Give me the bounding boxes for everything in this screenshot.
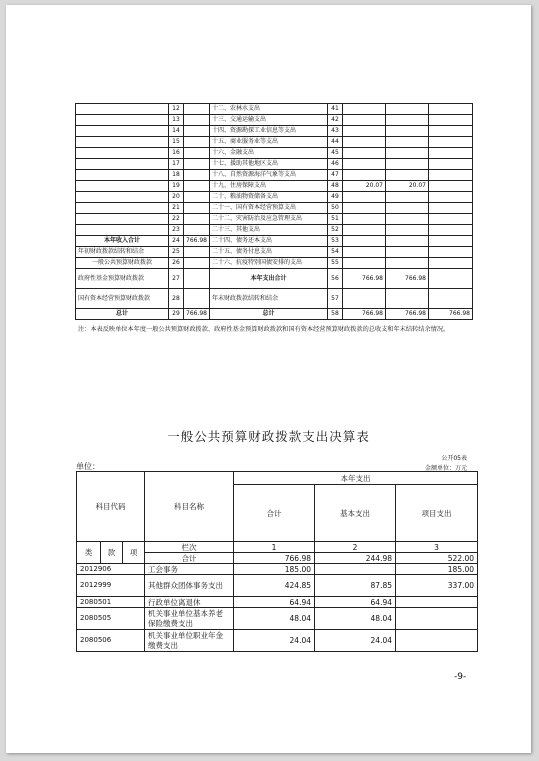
header-lei: 类 xyxy=(77,542,101,564)
expense-item: 十二、农林水支出 xyxy=(210,104,328,115)
amount-project: 337.00 xyxy=(396,575,478,597)
expense-general xyxy=(386,104,429,115)
subject-name: 工会事务 xyxy=(145,564,234,575)
expense-total xyxy=(343,192,386,203)
table-row xyxy=(76,258,473,269)
expense-total xyxy=(343,236,386,247)
line-number: 18 xyxy=(169,170,184,181)
line-number: 16 xyxy=(169,148,184,159)
expense-other: 766.98 xyxy=(429,309,473,320)
unit-label: 单位： xyxy=(76,462,100,471)
income-item xyxy=(76,159,169,170)
total-project: 522.00 xyxy=(396,553,478,564)
table-row xyxy=(76,203,473,214)
expense-item: 本年支出合计 xyxy=(210,269,328,289)
table-row xyxy=(76,289,473,309)
line-number: 57 xyxy=(328,289,343,309)
expense-item: 十九、住房保障支出 xyxy=(210,181,328,192)
income-amount xyxy=(184,289,210,309)
expense-general xyxy=(386,214,429,225)
expense-item: 十八、自然资源海洋气象等支出 xyxy=(210,170,328,181)
income-amount xyxy=(184,148,210,159)
table-note: 注：本表反映单位本年度一般公共预算财政拨款、政府性基金预算财政拨款和国有资本经营预算财政拨款的总收支和年末结转结余情况。 xyxy=(78,326,450,333)
income-amount xyxy=(184,104,210,115)
income-item xyxy=(76,115,169,126)
expense-other xyxy=(429,289,473,309)
expense-total xyxy=(343,126,386,137)
table-row xyxy=(76,309,473,320)
expense-other xyxy=(429,148,473,159)
line-number: 50 xyxy=(328,203,343,214)
expense-item: 十五、商业服务业等支出 xyxy=(210,137,328,148)
line-number: 27 xyxy=(169,269,184,289)
income-amount xyxy=(184,126,210,137)
line-number: 13 xyxy=(169,115,184,126)
expense-other xyxy=(429,159,473,170)
expense-other xyxy=(429,214,473,225)
table-row xyxy=(76,247,473,258)
table-row xyxy=(76,181,473,192)
income-item: 国有资本经营预算财政拨款 xyxy=(76,289,169,309)
expense-general: 766.98 xyxy=(386,309,429,320)
income-item: 本年收入合计 xyxy=(76,236,169,247)
table-row xyxy=(77,597,478,608)
income-amount xyxy=(184,214,210,225)
amount-basic xyxy=(315,564,396,575)
line-number: 43 xyxy=(328,126,343,137)
income-item xyxy=(76,126,169,137)
expense-item: 十六、金融支出 xyxy=(210,148,328,159)
expense-item: 年末财政拨款结转和结余 xyxy=(210,289,328,309)
header-kuan: 款 xyxy=(101,542,123,564)
header-xiang: 项 xyxy=(123,542,145,564)
expense-other xyxy=(429,181,473,192)
income-amount xyxy=(184,159,210,170)
expense-total xyxy=(343,148,386,159)
line-number: 47 xyxy=(328,170,343,181)
expense-other xyxy=(429,258,473,269)
income-item xyxy=(76,170,169,181)
line-number: 45 xyxy=(328,148,343,159)
line-number: 15 xyxy=(169,137,184,148)
expense-total xyxy=(343,170,386,181)
income-item: 年初财政拨款结转和结余 xyxy=(76,247,169,258)
amount-project xyxy=(396,597,478,608)
income-item: 一般公共预算财政拨款 xyxy=(76,258,169,269)
header-basic: 基本支出 xyxy=(315,485,396,542)
amount-basic: 87.85 xyxy=(315,575,396,597)
expense-other xyxy=(429,137,473,148)
table-row xyxy=(77,575,478,597)
header-code: 科目代码 xyxy=(77,472,145,542)
summary-table xyxy=(75,103,473,320)
income-item xyxy=(76,181,169,192)
income-amount xyxy=(184,115,210,126)
expense-other xyxy=(429,225,473,236)
line-number: 22 xyxy=(169,214,184,225)
income-amount xyxy=(184,192,210,203)
line-number: 48 xyxy=(328,181,343,192)
expenditure-table xyxy=(76,471,478,652)
table-row xyxy=(76,269,473,289)
subject-code: 2080501 xyxy=(77,597,145,608)
line-number: 19 xyxy=(169,181,184,192)
line-number: 46 xyxy=(328,159,343,170)
expense-total xyxy=(343,137,386,148)
document-page xyxy=(6,5,531,753)
expense-general xyxy=(386,247,429,258)
income-amount xyxy=(184,137,210,148)
expense-item: 二十六、抗疫特别国债安排的支出 xyxy=(210,258,328,269)
line-number: 17 xyxy=(169,159,184,170)
table-row xyxy=(76,137,473,148)
expense-total: 766.98 xyxy=(343,269,386,289)
expense-item: 二十、粮油物资储备支出 xyxy=(210,192,328,203)
expense-total xyxy=(343,247,386,258)
amount-project: 185.00 xyxy=(396,564,478,575)
amount-project xyxy=(396,630,478,652)
line-number: 25 xyxy=(169,247,184,258)
income-amount xyxy=(184,258,210,269)
amount-sum: 64.94 xyxy=(234,597,315,608)
expense-total xyxy=(343,104,386,115)
expense-other xyxy=(429,269,473,289)
header-sum: 合计 xyxy=(234,485,315,542)
header-name: 科目名称 xyxy=(145,472,234,542)
summary-table-body xyxy=(76,104,473,320)
table-code: 公开05表 xyxy=(441,455,467,462)
line-number: 56 xyxy=(328,269,343,289)
expense-item: 二十一、国有资本经营预算支出 xyxy=(210,203,328,214)
income-amount xyxy=(184,181,210,192)
expense-general xyxy=(386,170,429,181)
subject-code: 2012999 xyxy=(77,575,145,597)
line-number: 12 xyxy=(169,104,184,115)
table-row xyxy=(77,564,478,575)
table-row xyxy=(77,630,478,652)
table-row xyxy=(77,608,478,630)
line-number: 26 xyxy=(169,258,184,269)
table-row xyxy=(76,170,473,181)
expense-general xyxy=(386,137,429,148)
header-year: 本年支出 xyxy=(234,472,478,485)
amount-sum: 424.85 xyxy=(234,575,315,597)
income-amount: 766.98 xyxy=(184,236,210,247)
expense-total xyxy=(343,258,386,269)
amount-project xyxy=(396,608,478,630)
expense-item: 二十四、债务还本支出 xyxy=(210,236,328,247)
expense-item: 二十五、债务付息支出 xyxy=(210,247,328,258)
income-item xyxy=(76,203,169,214)
table-title: 一般公共预算财政拨款支出决算表 xyxy=(167,429,370,444)
total-basic: 244.98 xyxy=(315,553,396,564)
amount-basic: 24.04 xyxy=(315,630,396,652)
expense-total xyxy=(343,159,386,170)
expense-other xyxy=(429,192,473,203)
income-item: 政府性基金预算财政拨款 xyxy=(76,269,169,289)
expense-other xyxy=(429,126,473,137)
line-number: 24 xyxy=(169,236,184,247)
income-item xyxy=(76,104,169,115)
line-number: 58 xyxy=(328,309,343,320)
expense-total xyxy=(343,203,386,214)
amount-sum: 24.04 xyxy=(234,630,315,652)
expense-general xyxy=(386,192,429,203)
line-number: 49 xyxy=(328,192,343,203)
expense-item: 十四、资源勘探工业信息等支出 xyxy=(210,126,328,137)
total-sum: 766.98 xyxy=(234,553,315,564)
line-number: 42 xyxy=(328,115,343,126)
expense-general: 766.98 xyxy=(386,269,429,289)
col-index-1: 1 xyxy=(234,542,315,553)
expense-total: 20.07 xyxy=(343,181,386,192)
amount-basic: 64.94 xyxy=(315,597,396,608)
header-lanci: 栏次 xyxy=(145,542,234,553)
income-amount xyxy=(184,225,210,236)
expense-general xyxy=(386,203,429,214)
page-number: -9- xyxy=(454,672,467,682)
expense-item: 十七、援助其他地区支出 xyxy=(210,159,328,170)
col-index-2: 2 xyxy=(315,542,396,553)
expense-item: 十三、交通运输支出 xyxy=(210,115,328,126)
line-number: 28 xyxy=(169,289,184,309)
table-row xyxy=(76,225,473,236)
total-label: 合计 xyxy=(145,553,234,564)
line-number: 51 xyxy=(328,214,343,225)
table-row xyxy=(76,236,473,247)
table-row xyxy=(76,214,473,225)
header-project: 项目支出 xyxy=(396,485,478,542)
subject-code: 2080506 xyxy=(77,630,145,652)
expense-total xyxy=(343,225,386,236)
amount-sum: 185.00 xyxy=(234,564,315,575)
col-index-3: 3 xyxy=(396,542,478,553)
expense-other xyxy=(429,115,473,126)
line-number: 54 xyxy=(328,247,343,258)
expense-general xyxy=(386,289,429,309)
line-number: 41 xyxy=(328,104,343,115)
income-item xyxy=(76,214,169,225)
table-row xyxy=(76,126,473,137)
expense-other xyxy=(429,104,473,115)
line-number: 44 xyxy=(328,137,343,148)
line-number: 29 xyxy=(169,309,184,320)
table-row xyxy=(76,159,473,170)
subject-name: 机关事业单位基本养老保险缴费支出 xyxy=(145,608,234,630)
income-amount xyxy=(184,170,210,181)
line-number: 23 xyxy=(169,225,184,236)
income-amount xyxy=(184,247,210,258)
subject-name: 行政单位离退休 xyxy=(145,597,234,608)
income-amount xyxy=(184,203,210,214)
expense-other xyxy=(429,170,473,181)
subject-name: 机关事业单位职业年金缴费支出 xyxy=(145,630,234,652)
income-item xyxy=(76,192,169,203)
expense-total xyxy=(343,214,386,225)
income-item: 总计 xyxy=(76,309,169,320)
expense-other xyxy=(429,247,473,258)
expense-general xyxy=(386,148,429,159)
expense-total xyxy=(343,289,386,309)
subject-code: 2080505 xyxy=(77,608,145,630)
line-number: 53 xyxy=(328,236,343,247)
income-amount: 766.98 xyxy=(184,309,210,320)
expense-item: 二十二、灾害防治及应急管理支出 xyxy=(210,214,328,225)
line-number: 55 xyxy=(328,258,343,269)
expenditure-rows xyxy=(77,564,478,652)
expense-general xyxy=(386,126,429,137)
amount-sum: 48.04 xyxy=(234,608,315,630)
amount-unit: 金额单位：万元 xyxy=(424,465,467,472)
expense-general xyxy=(386,258,429,269)
amount-basic: 48.04 xyxy=(315,608,396,630)
expense-general: 20.07 xyxy=(386,181,429,192)
income-item xyxy=(76,148,169,159)
table-row xyxy=(76,192,473,203)
expense-general xyxy=(386,236,429,247)
line-number: 21 xyxy=(169,203,184,214)
expense-total xyxy=(343,115,386,126)
subject-code: 2012906 xyxy=(77,564,145,575)
expense-item: 总计 xyxy=(210,309,328,320)
income-item xyxy=(76,137,169,148)
income-item xyxy=(76,225,169,236)
expense-general xyxy=(386,159,429,170)
expense-item: 二十三、其他支出 xyxy=(210,225,328,236)
expense-other xyxy=(429,236,473,247)
expense-total: 766.98 xyxy=(343,309,386,320)
line-number: 14 xyxy=(169,126,184,137)
income-amount xyxy=(184,269,210,289)
table-row xyxy=(76,115,473,126)
table-row xyxy=(76,104,473,115)
expense-other xyxy=(429,203,473,214)
line-number: 20 xyxy=(169,192,184,203)
table-row xyxy=(76,148,473,159)
subject-name: 其他群众团体事务支出 xyxy=(145,575,234,597)
line-number: 52 xyxy=(328,225,343,236)
expense-general xyxy=(386,225,429,236)
expense-general xyxy=(386,115,429,126)
